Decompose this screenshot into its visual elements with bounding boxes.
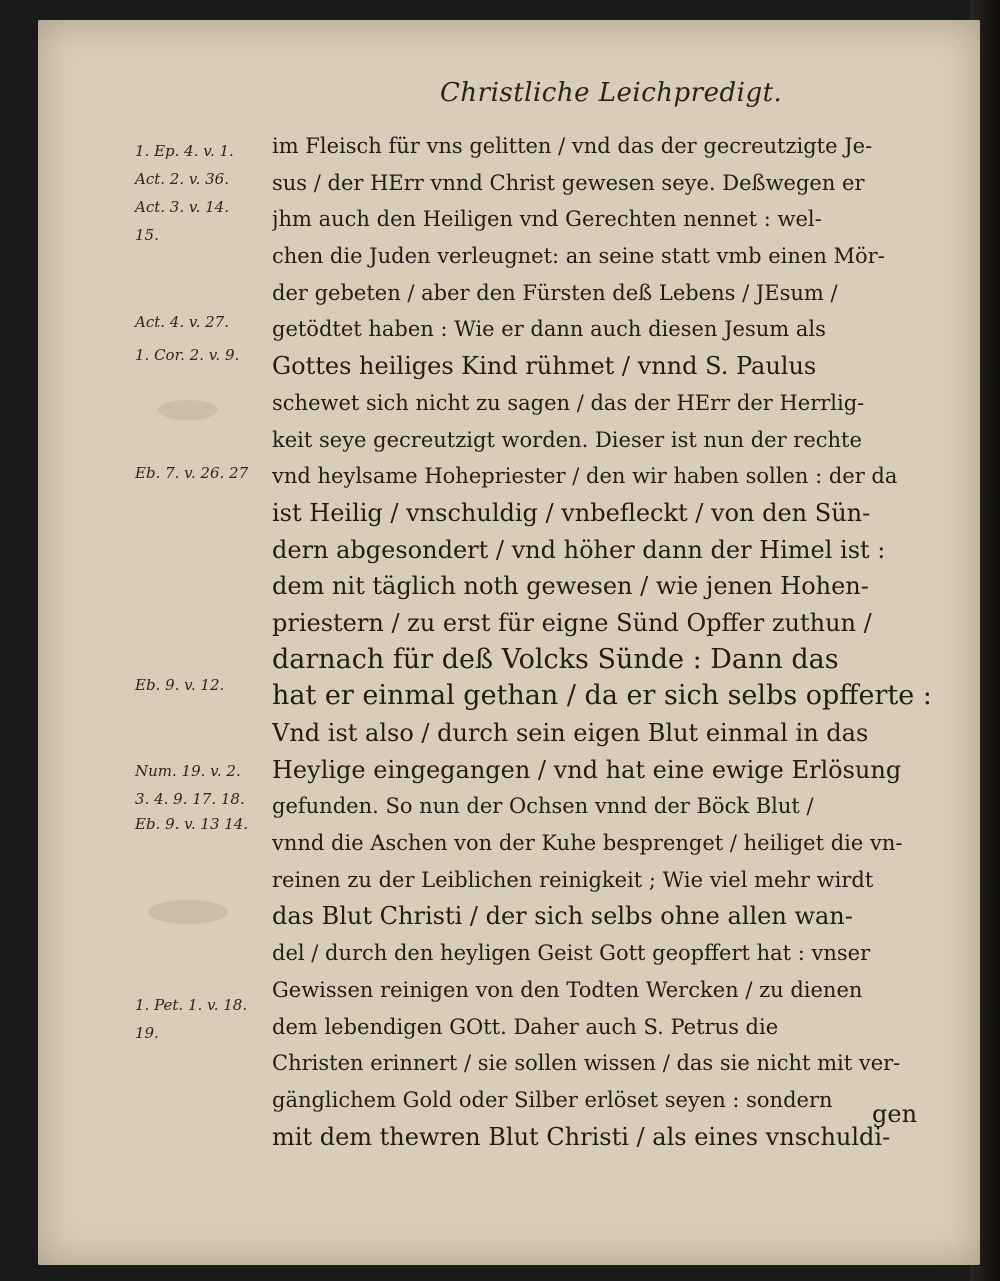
text-line: Heylige eingegangen / vnd hat eine ewige Erlösung: [272, 755, 902, 784]
text-line: mit dem thewren Blut Christi / als eines vnschuldi-: [272, 1122, 891, 1151]
marginal-note: Eb. 9. v. 12.: [135, 676, 225, 694]
marginal-note: Eb. 7. v. 26. 27: [135, 464, 249, 482]
marginal-note: Act. 2. v. 36.: [135, 170, 229, 188]
text-line: del / durch den heyligen Geist Gott geopffert hat : vnser: [272, 941, 871, 966]
marginal-note: 1. Ep. 4. v. 1.: [135, 142, 234, 160]
text-line: Gewissen reinigen von den Todten Wercken / zu dienen: [272, 977, 863, 1002]
text-line: jhm auch den Heiligen vnd Gerechten nennet : wel-: [272, 207, 822, 232]
text-line: hat er einmal gethan / da er sich selbs opfferte :: [272, 680, 932, 712]
text-line: gefunden. So nun der Ochsen vnnd der Böck Blut /: [272, 794, 814, 819]
text-line: dem lebendigen GOtt. Daher auch S. Petrus die: [272, 1014, 779, 1039]
marginal-note: Num. 19. v. 2.: [135, 762, 241, 780]
text-line: ist Heilig / vnschuldig / vnbefleckt / von den Sün-: [272, 498, 871, 527]
text-line: das Blut Christi / der sich selbs ohne allen wan-: [272, 902, 853, 931]
text-line: gänglichem Gold oder Silber erlöset seyen : sondern: [272, 1087, 833, 1112]
text-line: getödtet haben : Wie er dann auch diesen Jesum als: [272, 317, 826, 342]
text-line: Christen erinnert / sie sollen wissen / das sie nicht mit ver-: [272, 1051, 901, 1076]
text-line: priestern / zu erst für eigne Sünd Opffer zuthun /: [272, 608, 872, 637]
text-line: Gottes heiliges Kind rühmet / vnnd S. Paulus: [272, 352, 817, 381]
text-line: vnnd die Aschen von der Kuhe besprenget / heiliget die vn-: [272, 831, 903, 856]
text-line: schewet sich nicht zu sagen / das der HErr der Herrlig-: [272, 390, 865, 415]
marginal-note: Eb. 9. v. 13 14.: [135, 815, 249, 833]
text-line: darnach für deß Volcks Sünde : Dann das: [272, 643, 839, 675]
marginal-note: 1. Cor. 2. v. 9.: [135, 346, 240, 364]
text-line: sus / der HErr vnnd Christ gewesen seye. Deßwegen er: [272, 170, 865, 195]
text-line: dem nit täglich noth gewesen / wie jenen Hohen-: [272, 572, 869, 601]
text-line: im Fleisch für vns gelitten / vnd das der gecreutzigte Je-: [272, 134, 873, 158]
stain-mark: [148, 900, 228, 924]
running-head: Christliche Leichpredigt.: [440, 78, 783, 108]
marginal-note: 1. Pet. 1. v. 18.: [135, 996, 248, 1014]
catchword: gen: [872, 1100, 918, 1128]
text-line: reinen zu der Leiblichen reinigkeit ; Wie viel mehr wirdt: [272, 867, 874, 892]
marginal-note: Act. 3. v. 14.: [135, 198, 229, 216]
marginal-note: 3. 4. 9. 17. 18.: [135, 790, 245, 808]
marginal-note: 15.: [135, 226, 159, 244]
text-line: dern abgesondert / vnd höher dann der Himel ist :: [272, 535, 886, 564]
marginal-note: 19.: [135, 1024, 159, 1042]
text-line: keit seye gecreutzigt worden. Dieser ist nun der rechte: [272, 427, 862, 452]
body-text: [272, 128, 937, 1155]
text-line: chen die Juden verleugnet: an seine statt vmb einen Mör-: [272, 244, 885, 269]
marginal-note: Act. 4. v. 27.: [135, 313, 229, 331]
text-line: der gebeten / aber den Fürsten deß Lebens / JEsum /: [272, 280, 838, 305]
text-line: vnd heylsame Hohepriester / den wir haben sollen : der da: [272, 464, 898, 489]
text-line: Vnd ist also / durch sein eigen Blut einmal in das: [272, 719, 869, 747]
stain-mark: [158, 400, 218, 420]
